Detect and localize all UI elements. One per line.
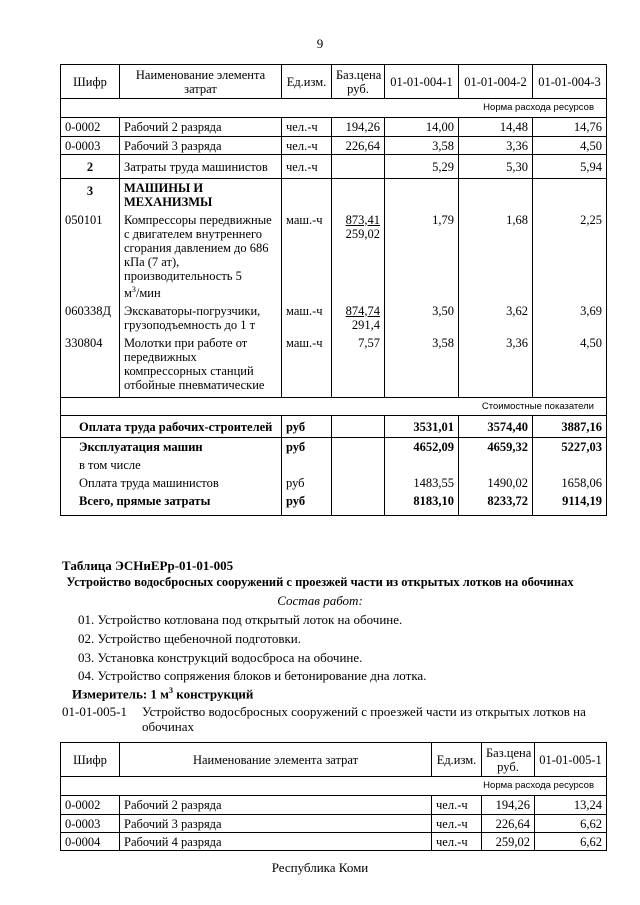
- footer: Республика Коми: [271, 860, 369, 875]
- summary-value: 3531,01: [385, 416, 459, 438]
- cell-code: 0-0003: [61, 137, 120, 155]
- name-line: Молотки при работе от: [124, 335, 248, 350]
- cell-value: 4,50: [533, 137, 607, 155]
- superscript: 3: [169, 686, 174, 695]
- cell-name: Рабочий 3 разряда: [120, 815, 432, 833]
- cell-code: 3: [61, 179, 120, 213]
- cell-value: 3,58: [385, 137, 459, 155]
- header-col-3: 01-01-004-3: [533, 65, 607, 99]
- cell-unit: маш.-ч: [282, 213, 332, 304]
- meter-text: конструкций: [173, 686, 254, 702]
- cell-value: 3,62: [459, 304, 533, 336]
- summary-value: 3887,16: [533, 416, 607, 438]
- header-col-1: 01-01-005-1: [535, 743, 607, 777]
- header-price: Баз.цена руб.: [482, 743, 535, 777]
- cell-code: 0-0002: [61, 796, 120, 815]
- table-header: [61, 65, 607, 99]
- summary-value: 1658,06: [533, 474, 607, 492]
- cell-price: [332, 213, 385, 304]
- summary-value: 4652,09: [385, 438, 459, 456]
- name-part: /мин: [135, 285, 161, 300]
- cell-name: [120, 336, 282, 398]
- page-number: 9: [316, 36, 324, 51]
- summary-name: Оплата труда машинистов: [61, 474, 282, 492]
- summary-value: 1483,55: [385, 474, 459, 492]
- summary-value: 1490,02: [459, 474, 533, 492]
- cell-value: 3,36: [459, 336, 533, 398]
- meter-line: [72, 686, 253, 702]
- name-line: с двигателем внутреннего: [124, 226, 263, 241]
- meter-text: Измеритель: 1 м: [72, 686, 170, 702]
- table-header: [61, 743, 607, 777]
- cell-unit: маш.-ч: [282, 336, 332, 398]
- name-line: компрессорных станций: [124, 363, 254, 378]
- summary-value: 4659,32: [459, 438, 533, 456]
- work-item: 01. Устройство котлована под открытый лоток на обочине.: [78, 612, 403, 627]
- name-line: сгорания давлением до 686: [124, 240, 269, 255]
- summary-value: 5227,03: [533, 438, 607, 456]
- cell-code: 0-0004: [61, 833, 120, 851]
- header-name: Наименование элемента затрат: [120, 65, 282, 99]
- works-title: Состав работ:: [277, 593, 363, 608]
- norm-label: Норма расхода ресурсов: [61, 99, 607, 118]
- cell-unit: чел.-ч: [282, 118, 332, 137]
- cell-code: 330804: [61, 336, 120, 398]
- name-line: Компрессоры передвижные: [124, 212, 272, 227]
- cell-code: 050101: [61, 213, 120, 304]
- header-code: Шифр: [61, 743, 120, 777]
- cell-value: 1,79: [385, 213, 459, 304]
- cell-name: [120, 213, 282, 304]
- cell-price: 259,02: [482, 833, 535, 851]
- cell-value: 14,76: [533, 118, 607, 137]
- name-line: производительность 5: [124, 268, 242, 283]
- summary-name: Оплата труда рабочих-строителей: [61, 416, 282, 438]
- cell-name: Затраты труда машинистов: [120, 155, 282, 179]
- item-description-line: Устройство водосбросных сооружений с проезжей части из открытых лотков на: [142, 704, 586, 719]
- superscript: 3: [131, 284, 136, 294]
- table-row: [61, 304, 607, 336]
- work-item: 03. Установка конструкций водосброса на обочине.: [78, 650, 363, 665]
- cell-value: 3,58: [385, 336, 459, 398]
- cell-value: 1,68: [459, 213, 533, 304]
- summary-row: [61, 474, 607, 492]
- summary-name: Эксплуатация машин: [61, 438, 282, 456]
- header-unit: Ед.изм.: [432, 743, 482, 777]
- cell-code: 2: [61, 155, 120, 179]
- cell-name: Рабочий 4 разряда: [120, 833, 432, 851]
- header-unit: Ед.изм.: [282, 65, 332, 99]
- summary-name: Всего, прямые затраты: [61, 492, 282, 516]
- cell-price: [332, 304, 385, 336]
- table-row: [61, 155, 607, 179]
- summary-name: в том числе: [61, 456, 282, 474]
- cell-value: 3,36: [459, 137, 533, 155]
- cell-unit: чел.-ч: [432, 833, 482, 851]
- cell-price: 7,57: [332, 336, 385, 398]
- table-subtitle: Устройство водосбросных сооружений с проезжей части из открытых лотков на обочинах: [66, 575, 574, 589]
- table-row: [61, 118, 607, 137]
- cell-value: 4,50: [533, 336, 607, 398]
- work-item: 02. Устройство щебеночной подготовки.: [78, 631, 301, 646]
- name-part: м: [124, 285, 132, 300]
- cell-value: 14,48: [459, 118, 533, 137]
- cell-value: 14,00: [385, 118, 459, 137]
- cost-label: Стоимостные показатели: [61, 398, 607, 416]
- work-item: 04. Устройство сопряжения блоков и бетонирование дна лотка.: [78, 668, 427, 683]
- summary-value: 8183,10: [385, 492, 459, 516]
- title-line: МАШИНЫ И: [124, 181, 204, 195]
- cell-name: Рабочий 2 разряда: [120, 118, 282, 137]
- header-name: Наименование элемента затрат: [120, 743, 432, 777]
- table-row: [61, 336, 607, 398]
- cell-price: 226,64: [332, 137, 385, 155]
- name-line: Экскаваторы-погрузчики,: [124, 303, 261, 318]
- header-col-2: 01-01-004-2: [459, 65, 533, 99]
- summary-row: [61, 416, 607, 438]
- machines-section-title: [120, 179, 282, 213]
- price-line: 291,4: [351, 317, 380, 332]
- table-row: [61, 796, 607, 815]
- price-line: 259,02: [345, 226, 380, 241]
- cell-code: 0-0003: [61, 815, 120, 833]
- cell-value: 5,29: [385, 155, 459, 179]
- cell-value: 6,62: [535, 815, 607, 833]
- item-description-line: обочинах: [142, 719, 194, 734]
- cell-value: 5,94: [533, 155, 607, 179]
- summary-unit: руб: [282, 474, 332, 492]
- cell-value: 5,30: [459, 155, 533, 179]
- summary-row: [61, 456, 607, 474]
- summary-row: [61, 492, 607, 516]
- name-line: [124, 283, 277, 300]
- resource-table-2: [60, 742, 607, 851]
- cell-price: 226,64: [482, 815, 535, 833]
- header-price: Баз.цена руб.: [332, 65, 385, 99]
- cell-code: 0-0002: [61, 118, 120, 137]
- cell-unit: чел.-ч: [282, 155, 332, 179]
- machines-section-row: [61, 179, 607, 213]
- cell-value: 13,24: [535, 796, 607, 815]
- summary-value: 3574,40: [459, 416, 533, 438]
- name-line: передвижных: [124, 349, 197, 364]
- summary-row: [61, 438, 607, 456]
- cell-price: 194,26: [482, 796, 535, 815]
- cell-name: Рабочий 3 разряда: [120, 137, 282, 155]
- cell-unit: чел.-ч: [432, 815, 482, 833]
- header-code: Шифр: [61, 65, 120, 99]
- cell-price: 194,26: [332, 118, 385, 137]
- summary-value: 8233,72: [459, 492, 533, 516]
- cell-value: 3,69: [533, 304, 607, 336]
- summary-value: 9114,19: [533, 492, 607, 516]
- cell-value: 3,50: [385, 304, 459, 336]
- table-row: [61, 833, 607, 851]
- cell-code: 060338Д: [61, 304, 120, 336]
- summary-unit: руб: [282, 492, 332, 516]
- name-line: грузоподъемность до 1 т: [124, 317, 256, 332]
- cell-name: Рабочий 2 разряда: [120, 796, 432, 815]
- summary-unit: руб: [282, 416, 332, 438]
- price-line: 874,74: [345, 303, 380, 318]
- table-row: [61, 137, 607, 155]
- table-row: [61, 213, 607, 304]
- table-title: Таблица ЭСНиЕРр-01-01-005: [62, 558, 234, 573]
- title-line: МЕХАНИЗМЫ: [124, 195, 213, 209]
- cell-value: 2,25: [533, 213, 607, 304]
- cell-unit: чел.-ч: [432, 796, 482, 815]
- resource-table-1: [60, 64, 607, 516]
- header-col-1: 01-01-004-1: [385, 65, 459, 99]
- cell-name: [120, 304, 282, 336]
- item-code: 01-01-005-1: [62, 704, 127, 719]
- cell-unit: чел.-ч: [282, 137, 332, 155]
- cell-unit: маш.-ч: [282, 304, 332, 336]
- norm-label: Норма расхода ресурсов: [61, 777, 607, 796]
- table-row: [61, 815, 607, 833]
- price-line: 873,41: [345, 212, 380, 227]
- cell-value: 6,62: [535, 833, 607, 851]
- name-line: кПа (7 ат),: [124, 254, 180, 269]
- summary-unit: руб: [282, 438, 332, 456]
- name-line: отбойные пневматические: [124, 377, 265, 392]
